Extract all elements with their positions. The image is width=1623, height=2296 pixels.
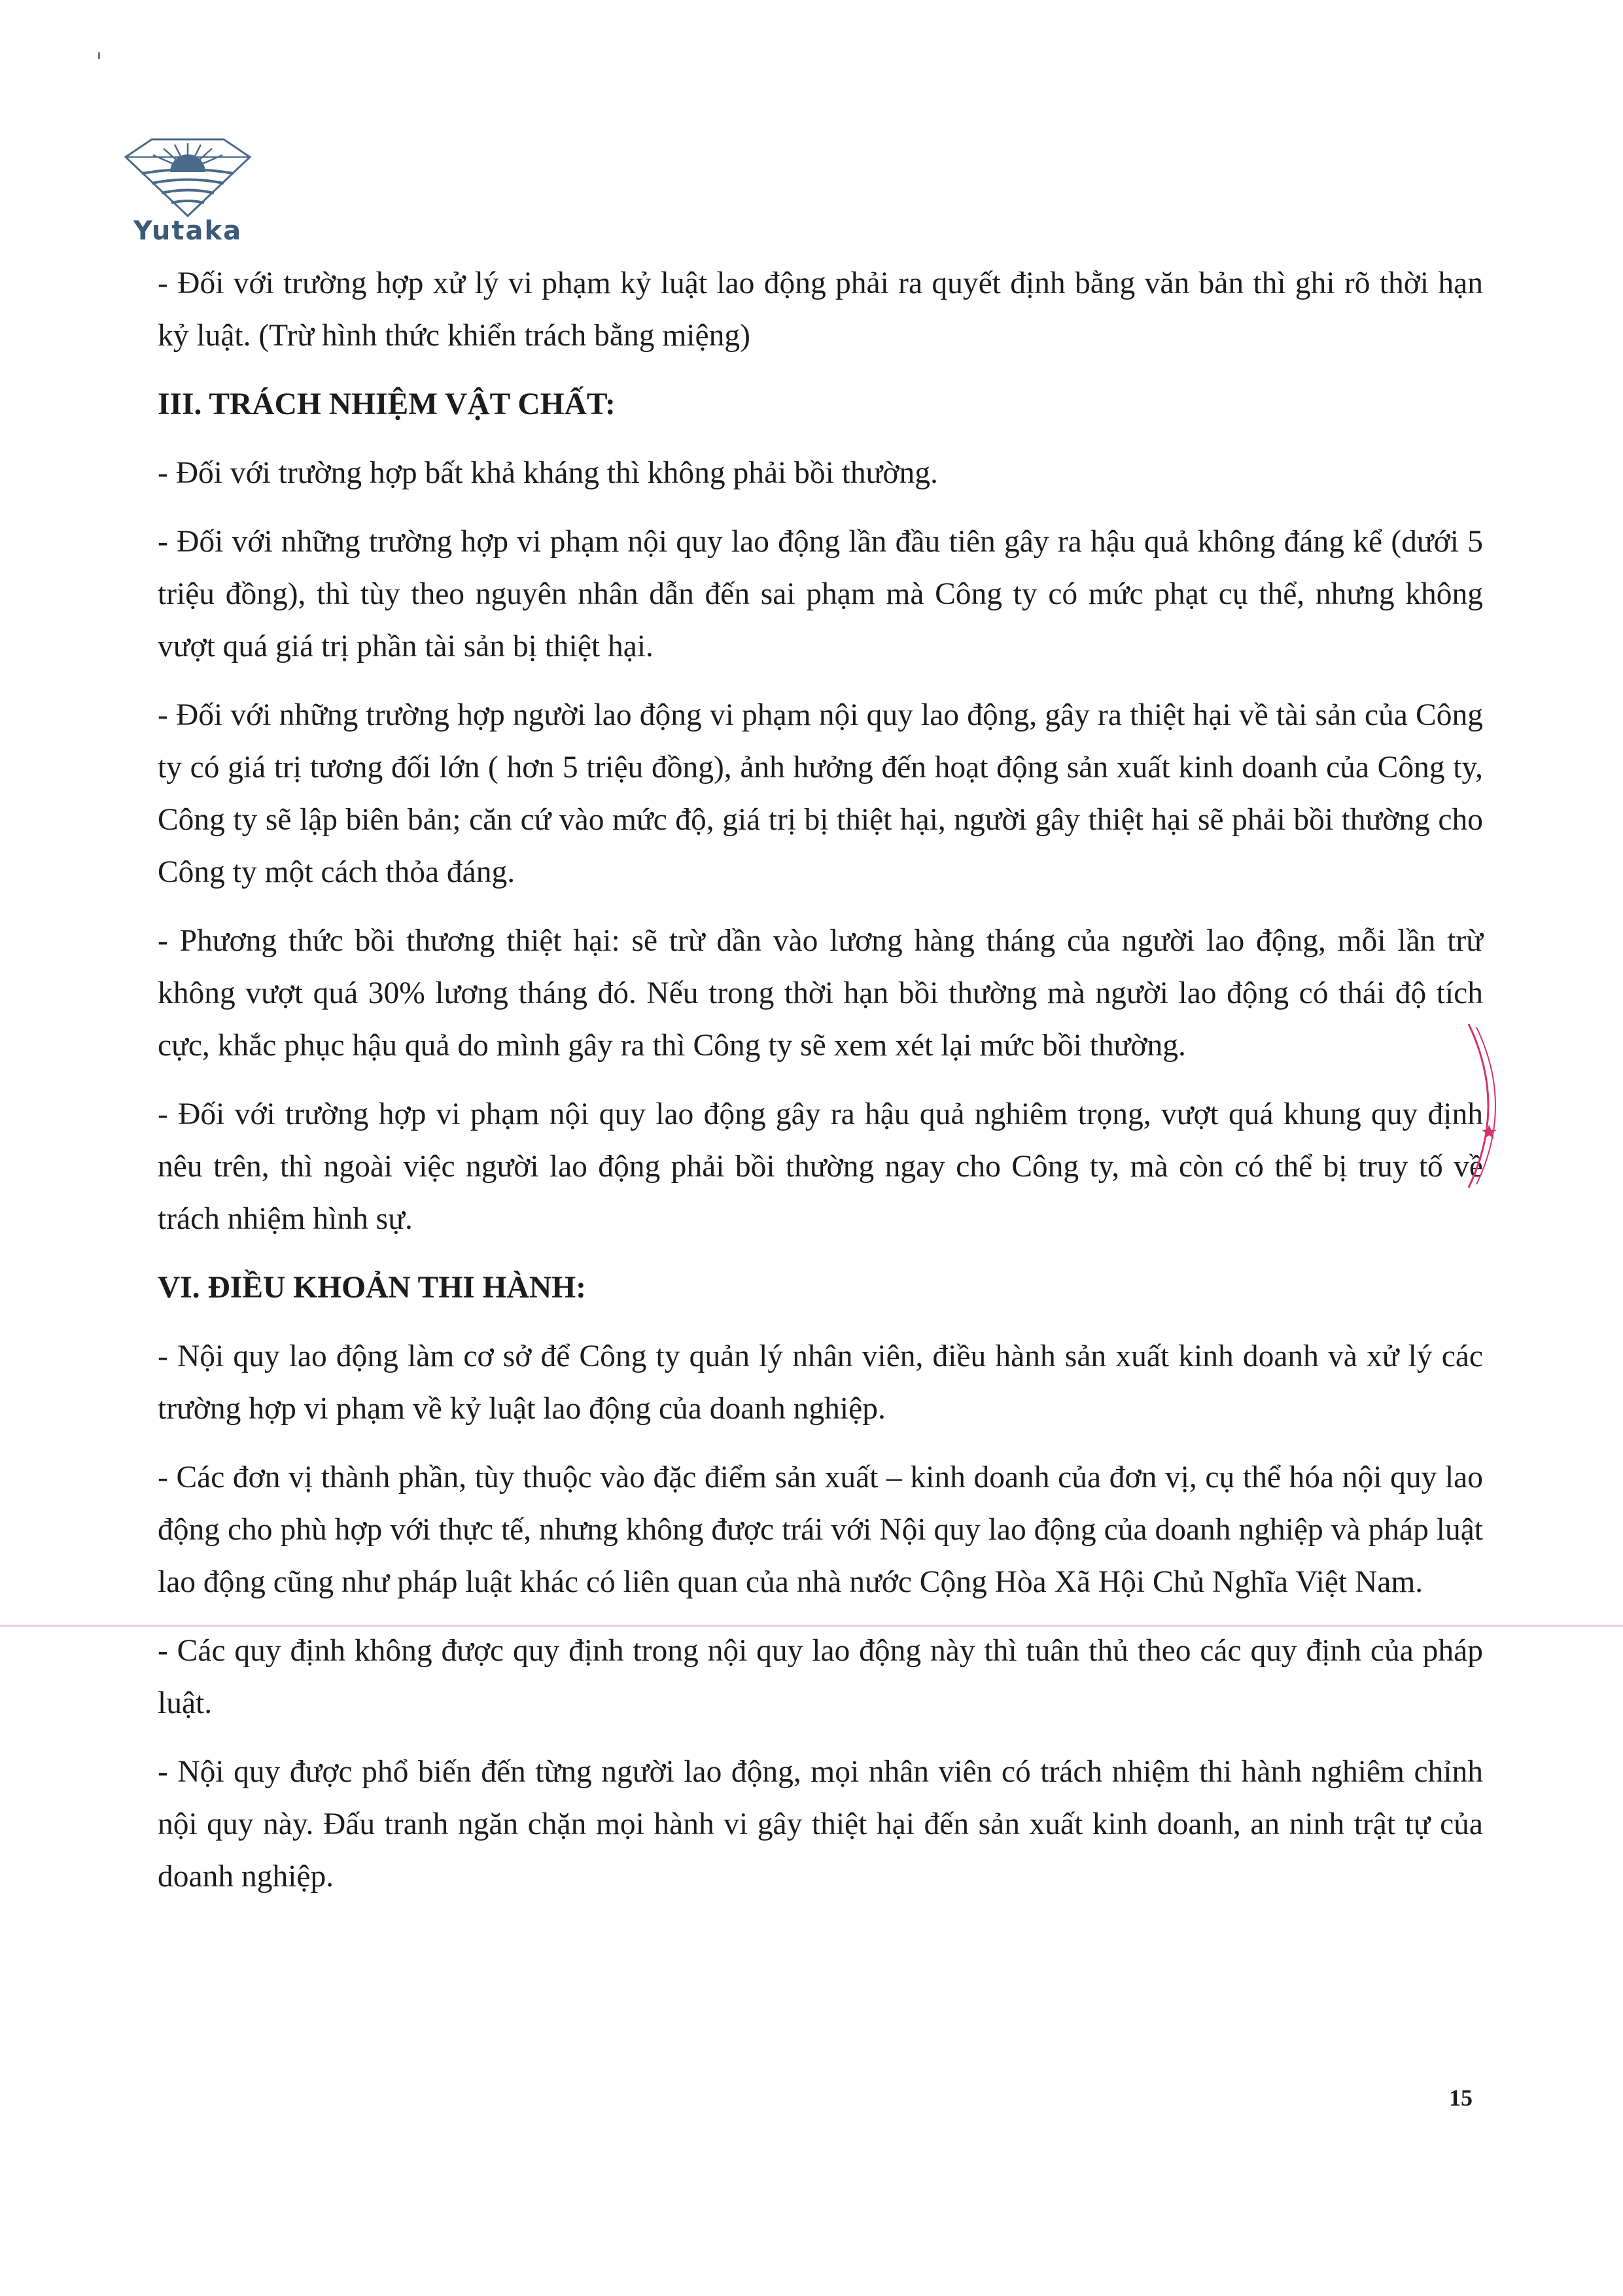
company-logo [113,134,263,258]
stamp-edge-mark [1462,1021,1514,1191]
paragraph: - Nội quy lao động làm cơ sở để Công ty quản lý nhân viên, điều hành sản xuất kinh doanh và xử lý các trường hợp vi phạm về kỷ luật lao động của doanh nghiệp. [158,1339,1483,1426]
paragraph: - Nội quy được phổ biến đến từng người lao động, mọi nhân viên có trách nhiệm thi hành nghiêm chỉnh nội quy này. Đấu tranh ngăn chặn mọi hành vi gây thiệt hại đến sản xuất kinh doanh, an ninh trật tự của doanh nghiệp. [158,1755,1483,1894]
paragraph: - Đối với trường hợp bất khả kháng thì không phải bồi thường. [158,456,938,490]
paragraph: - Đối với trường hợp vi phạm nội quy lao động gây ra hậu quả nghiêm trọng, vượt quá khung quy định nêu trên, thì ngoài việc người lao động phải bồi thường ngay cho Công ty, mà còn có thể bị truy tố về trách nhiệm hình sự. [158,1097,1483,1236]
stamp-star-icon: ★ [1480,1121,1498,1144]
section-heading-3: III. TRÁCH NHIỆM VẬT CHẤT: [158,387,616,421]
section-heading-6: VI. ĐIỀU KHOẢN THI HÀNH: [158,1271,586,1305]
paragraph: - Đối với trường hợp xử lý vi phạm kỷ luật lao động phải ra quyết định bằng văn bản thì ghi rõ thời hạn kỷ luật. (Trừ hình thức khiển trách bằng miệng) [158,266,1483,353]
page-number: 15 [1449,2085,1473,2111]
paragraph: - Các quy định không được quy định trong nội quy lao động này thì tuân thủ theo các quy định của pháp luật. [158,1634,1483,1720]
scan-artifact [98,52,100,59]
logo-text: Yutaka [133,216,243,246]
diamond-sunrise-logo-icon [113,134,263,219]
paragraph: - Phương thức bồi thương thiệt hại: sẽ trừ dần vào lương hàng tháng của người lao động, mỗi lần trừ không vượt quá 30% lương tháng đó. Nếu trong thời hạn bồi thường mà người lao động có thái độ tích cực, khắc phục hậu quả do mình gây ra thì Công ty sẽ xem xét lại mức bồi thường. [158,924,1483,1063]
paragraph: - Đối với những trường hợp người lao động vi phạm nội quy lao động, gây ra thiệt hại về tài sản của Công ty có giá trị tương đối lớn ( hơn 5 triệu đồng), ảnh hưởng đến hoạt động sản xuất kinh doanh của Công ty, Công ty sẽ lập biên bản; căn cứ vào mức độ, giá trị bị thiệt hại, người gây thiệt hại sẽ phải bồi thường cho Công ty một cách thỏa đáng. [158,698,1483,889]
document-body [158,257,1483,1919]
paragraph: - Các đơn vị thành phần, tùy thuộc vào đặc điểm sản xuất – kinh doanh của đơn vị, cụ thể hóa nội quy lao động cho phù hợp với thực tế, nhưng không được trái với Nội quy lao động của doanh nghiệp và pháp luật lao động cũng như pháp luật khác có liên quan của nhà nước Cộng Hòa Xã Hội Chủ Nghĩa Việt Nam. [158,1460,1483,1599]
scan-fold-line [0,1625,1623,1627]
paragraph: - Đối với những trường hợp vi phạm nội quy lao động lần đầu tiên gây ra hậu quả không đáng kể (dưới 5 triệu đồng), thì tùy theo nguyên nhân dẫn đến sai phạm mà Công ty có mức phạt cụ thể, nhưng không vượt quá giá trị phần tài sản bị thiệt hại. [158,525,1483,663]
